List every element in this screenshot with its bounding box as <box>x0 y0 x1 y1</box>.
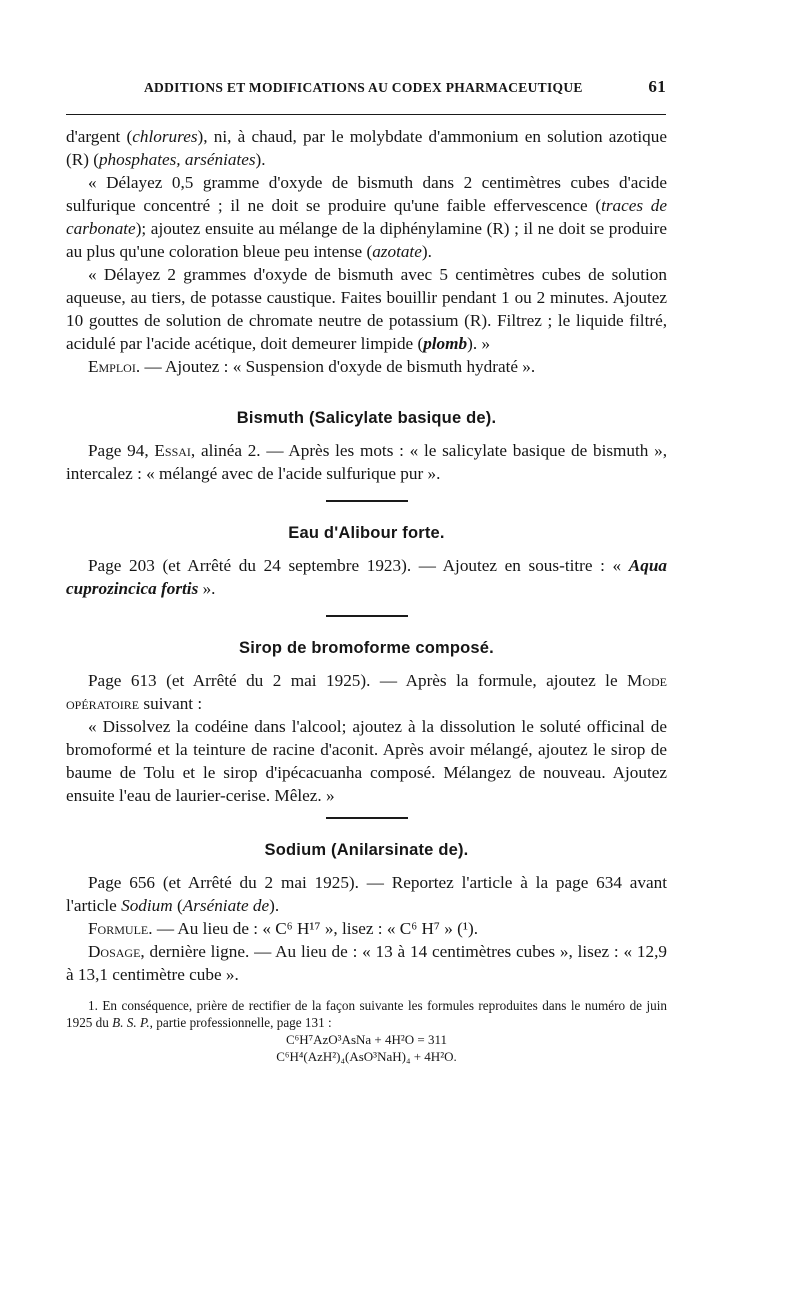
header-rule <box>66 114 666 115</box>
sodium-paragraph-1: Page 656 (et Arrêté du 2 mai 1925). — Reportez l'article à la page 634 avant l'article Sodium (Arséniate de). <box>66 873 667 915</box>
section-title-eau-alibour: Eau d'Alibour forte. <box>288 524 445 542</box>
eau-alibour-paragraph: Page 203 (et Arrêté du 24 septembre 1923). — Ajoutez en sous-titre : « Aqua cuprozincica fortis ». <box>66 556 667 598</box>
intro-paragraph-1: d'argent (chlorures), ni, à chaud, par le molybdate d'ammonium en solution azotique (R) (phosphates, arséniates). <box>66 127 667 169</box>
footnote-formula-2: C⁶H⁴(AzH²)₄(AsO³NaH)₄ + 4H²O. <box>276 1049 457 1064</box>
footnote <box>66 997 667 1065</box>
intro-paragraph-3: « Délayez 2 grammes d'oxyde de bismuth avec 5 centimètres cubes de solution aqueuse, au tiers, de potasse caustique. Faites bouillir pendant 1 ou 2 minutes. Ajoutez 10 gouttes de solution de chromate neutre de potassium (R). Filtrez ; le liquide filtré, acidulé par l'acide acétique, doit demeurer limpide (plomb). » <box>66 265 667 353</box>
section-divider <box>326 615 408 617</box>
sirop-paragraph-2: « Dissolvez la codéine dans l'alcool; ajoutez à la dissolution le soluté officinal de bromoformé et la teinture de racine d'aconit. Après avoir mélangé, ajoutez le sirop de baume de Tolu et le sirop d'ipécacuanha composé. Mélangez de nouveau. Ajoutez ensuite l'eau de laurier-cerise. Mêlez. » <box>66 717 667 805</box>
section-title-bismuth: Bismuth (Salicylate basique de). <box>236 409 497 427</box>
sodium-dosage-line: Dosage, dernière ligne. — Au lieu de : « 13 à 14 centimètres cubes », lisez : « 12,9 à 13,1 centimètre cube ». <box>66 942 667 984</box>
emploi-label: Emploi. <box>88 357 141 376</box>
page-body <box>66 125 667 1065</box>
running-header <box>60 77 666 102</box>
footnote-text: 1. En conséquence, prière de rectifier de la façon suivante les formules reproduites dans le numéro de juin 1925 du B. S. P., partie professionnelle, page 131 : <box>66 998 667 1030</box>
section-title-sodium: Sodium (Anilarsinate de). <box>264 841 469 859</box>
running-title: ADDITIONS ET MODIFICATIONS AU CODEX PHARMACEUTIQUE <box>144 80 583 95</box>
bismuth-paragraph: Page 94, Essai, alinéa 2. — Après les mots : « le salicylate basique de bismuth », intercalez : « mélangé avec de l'acide sulfurique pur ». <box>66 441 667 483</box>
page-number: 61 <box>648 77 666 96</box>
section-title-sirop: Sirop de bromoforme composé. <box>239 639 494 657</box>
section-divider <box>326 500 408 502</box>
intro-paragraph-2: « Délayez 0,5 gramme d'oxyde de bismuth dans 2 centimètres cubes d'acide sulfurique concentré ; il ne doit se produire qu'une faible effervescence (traces de carbonate); ajoutez ensuite au mélange de la diphénylamine (R) ; il ne doit se produire au plus qu'une coloration bleue peu intense (azotate). <box>66 173 667 261</box>
footnote-formula-1: C⁶H⁷AzO³AsNa + 4H²O = 311 <box>285 1032 448 1047</box>
section-divider <box>326 817 408 819</box>
sirop-paragraph-1: Page 613 (et Arrêté du 2 mai 1925). — Après la formule, ajoutez le Mode opératoire suivant : <box>66 671 667 713</box>
sodium-formule-line: Formule. — Au lieu de : « C⁶ H¹⁷ », lisez : « C⁶ H⁷ » (¹). <box>88 919 479 938</box>
emploi-line: Emploi. — Ajoutez : « Suspension d'oxyde de bismuth hydraté ». <box>88 357 536 376</box>
